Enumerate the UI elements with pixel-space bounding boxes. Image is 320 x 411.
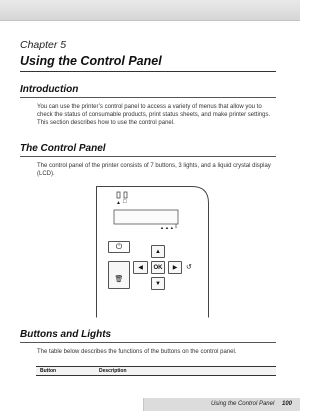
return-icon: ↺ — [186, 264, 192, 271]
cancel-job-button[interactable] — [108, 261, 130, 289]
footer-section: Using the Control Panel — [210, 401, 275, 407]
ink-indicator-icon: ▲▲▲ — [160, 225, 175, 230]
ok-label: OK — [153, 264, 163, 271]
footer-text — [211, 401, 292, 407]
error-light-icon: □ — [123, 199, 127, 205]
ink-light-icon: ⇩ — [174, 224, 179, 230]
down-button[interactable] — [151, 277, 165, 290]
left-button[interactable] — [133, 261, 148, 274]
up-button[interactable] — [151, 245, 165, 258]
ok-button[interactable] — [151, 261, 165, 274]
down-arrow-icon: ▼ — [155, 280, 161, 287]
chapter-rule — [20, 71, 276, 72]
buttons-lights-text: The table below describes the functions of the buttons on the control panel. — [37, 349, 237, 355]
introduction-text: You can use the printer’s control panel to access a variety of menus that allow you to check the status of consumable products, print status sheets, and make printer settings. This section describes how to use the control panel. — [37, 104, 271, 127]
table-header — [36, 366, 276, 376]
control-panel-figure — [96, 186, 209, 318]
control-panel-rule — [20, 156, 276, 157]
power-icon: ⏻ — [115, 242, 123, 251]
cancel-job-icon: 🗑 — [114, 276, 124, 283]
chapter-title: Using the Control Panel — [20, 54, 162, 68]
power-button[interactable] — [108, 241, 130, 253]
control-panel-text: The control panel of the printer consists of 7 buttons, 3 lights, and a liquid crystal display (LCD). — [37, 163, 271, 178]
page-number: 100 — [281, 401, 292, 407]
up-arrow-icon: ▲ — [155, 248, 161, 255]
introduction-heading: Introduction — [20, 84, 79, 95]
table-header-description: Description — [99, 368, 127, 374]
buttons-lights-heading: Buttons and Lights — [20, 329, 112, 340]
right-arrow-icon: ▶ — [172, 265, 178, 271]
ready-light-icon: ▲ — [116, 200, 121, 206]
control-panel-heading: The Control Panel — [20, 143, 106, 154]
right-button[interactable] — [168, 261, 182, 274]
left-arrow-icon: ◀ — [138, 265, 143, 271]
table-header-button: Button — [40, 368, 57, 374]
introduction-rule — [20, 97, 276, 98]
chapter-label: Chapter 5 — [20, 39, 67, 51]
header-band — [0, 0, 300, 21]
buttons-lights-rule — [20, 342, 276, 343]
footer-band — [143, 398, 300, 411]
